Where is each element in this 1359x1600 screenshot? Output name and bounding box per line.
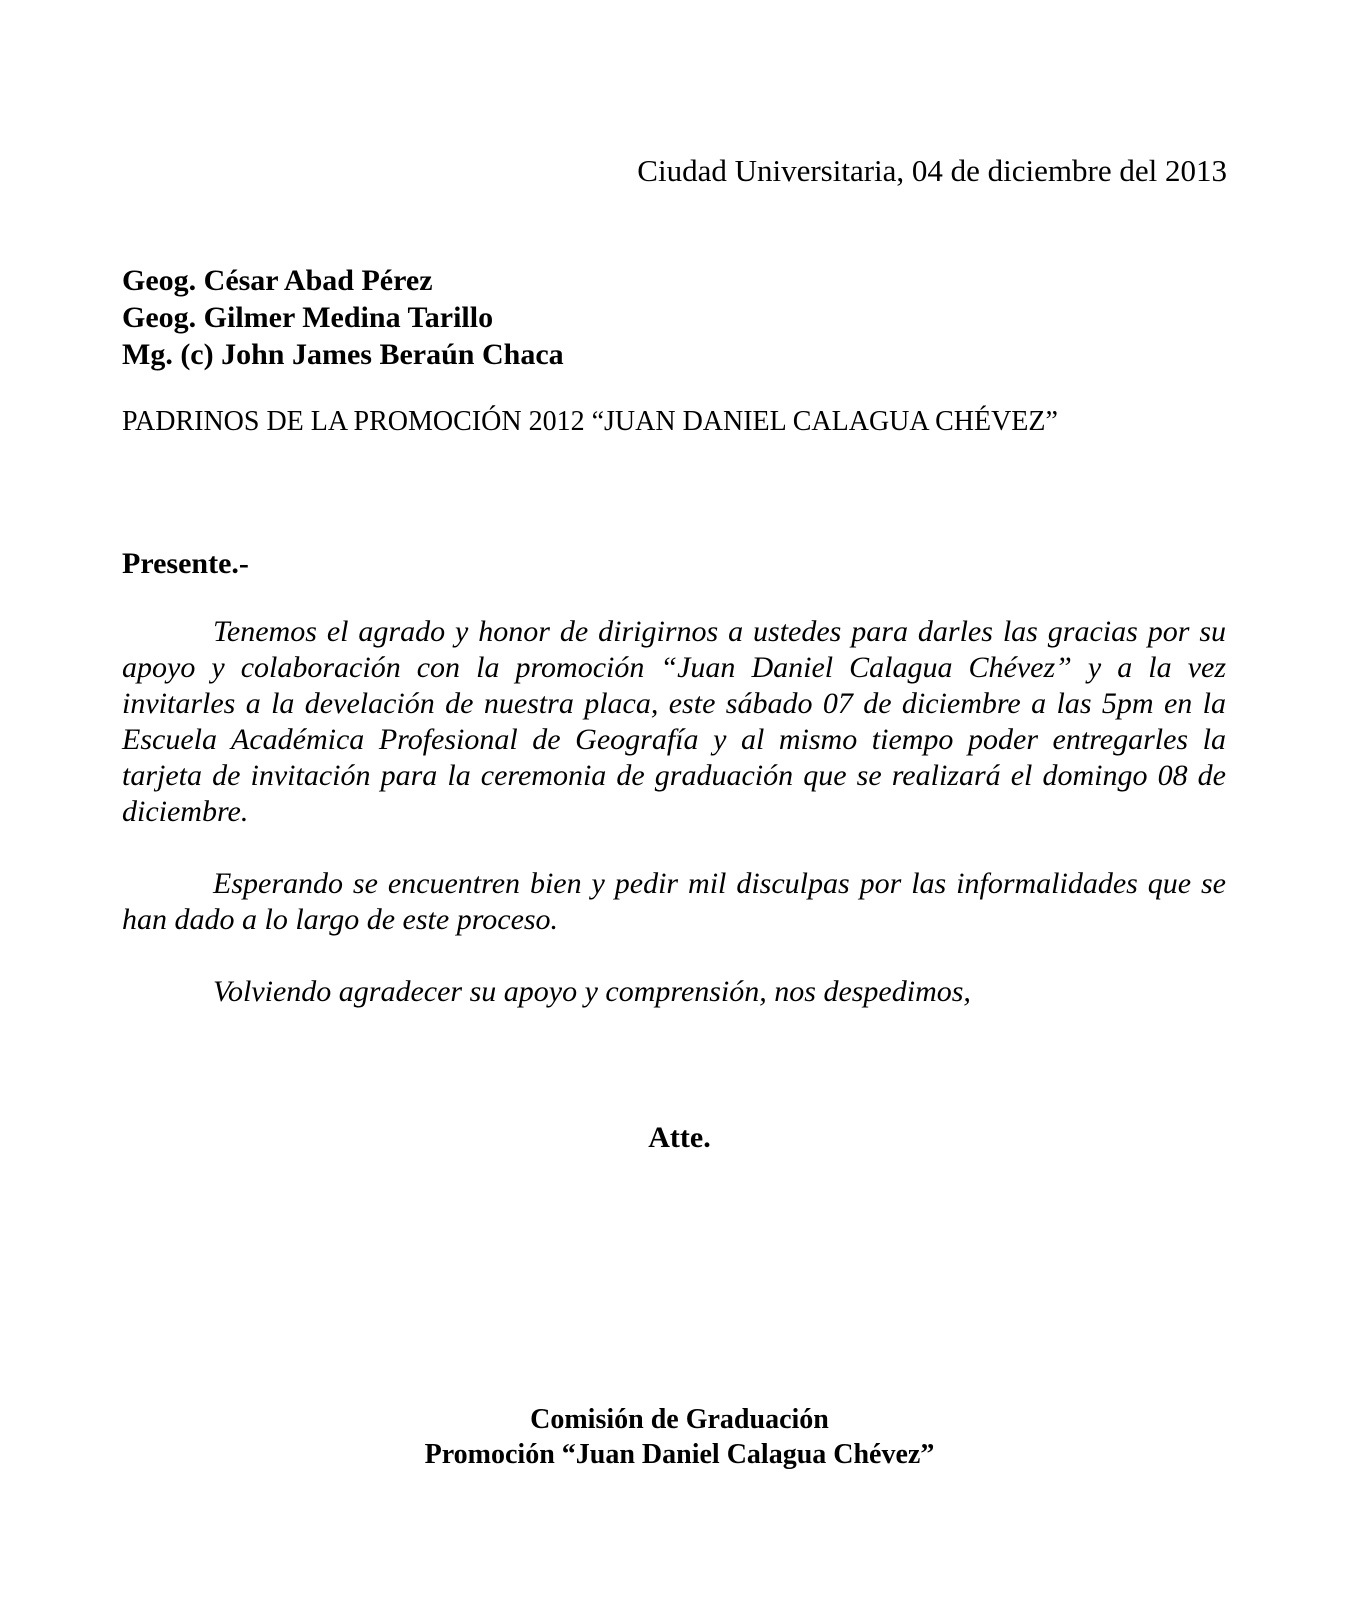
recipient-name: Geog. Gilmer Medina Tarillo [122,301,494,334]
letter-body [122,614,1226,1046]
closing: Atte. [648,1121,711,1154]
signature-block [0,1402,1359,1472]
body-paragraph: Volviendo agradecer su apoyo y comprensión, nos despedimos, [213,975,971,1008]
subject-line: PADRINOS DE LA PROMOCIÓN 2012 “JUAN DANIEL CALAGUA CHÉVEZ” [122,406,1058,437]
recipient-name: Mg. (c) John James Beraún Chaca [122,338,564,371]
signature-committee: Comisión de Graduación [530,1404,829,1435]
recipient-name: Geog. César Abad Pérez [122,264,433,297]
greeting: Presente.- [122,547,249,580]
signature-promotion: Promoción “Juan Daniel Calagua Chévez” [424,1439,935,1470]
body-paragraph: Tenemos el agrado y honor de dirigirnos a ustedes para darles las gracias por su apoyo y colaboración con la promoción “Juan Daniel Calagua Chévez” y a la vez invitarles a la develación de nuestra placa, este sábado 07 de diciembre a las 5pm en la Escuela Académica Profesional de Geografía y al mismo tiempo poder entregarles la tarjeta de invitación para la ceremonia de graduación que se realizará el domingo 08 de diciembre. [122,615,1226,828]
body-paragraph: Esperando se encuentren bien y pedir mil disculpas por las informalidades que se han dado a lo largo de este proceso. [122,867,1226,936]
recipients-block [122,262,564,373]
date-line: Ciudad Universitaria, 04 de diciembre del 2013 [637,153,1227,188]
